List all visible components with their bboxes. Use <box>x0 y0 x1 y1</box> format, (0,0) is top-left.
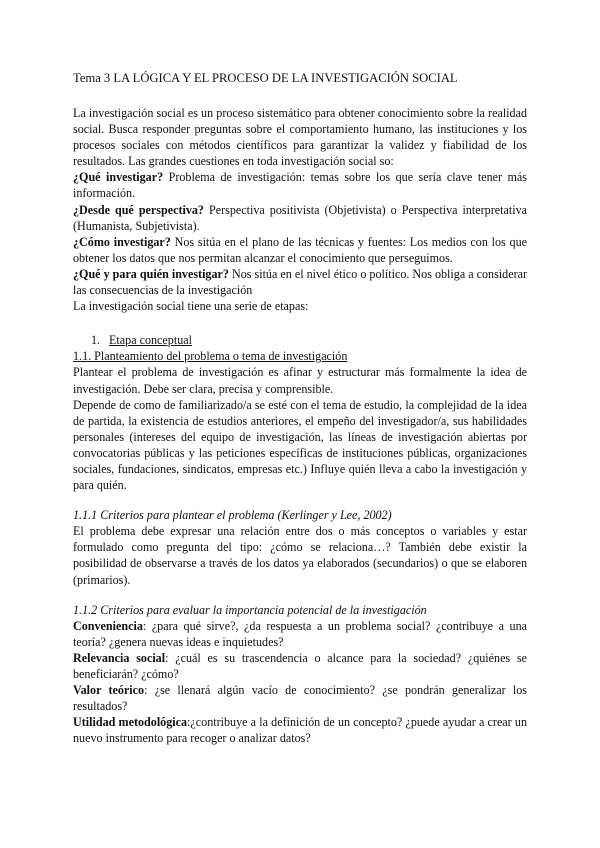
question-text: Nos sitúa en el nivel ético o político. Nos obliga a considerar las consecuencias de la investigación <box>73 266 527 298</box>
criterion-methodological-utility <box>73 714 527 746</box>
criterion-text: : ¿se llenará algún vacío de conocimiento? ¿se pondrán generalizar los resultados? <box>73 683 527 714</box>
criterion-convenience <box>73 618 527 650</box>
criterion-term: Valor teórico <box>73 683 145 698</box>
intro-paragraph: La investigación social es un proceso sistemático para obtener conocimiento sobre la realidad social. Busca responder preguntas sobre el comportamiento humano, las instituciones y los procesos sociales con métodos científicos para garantizar la validez y fiabilidad de los resultados. Las grandes cuestiones en toda investigación social so: <box>73 106 527 169</box>
section-1-1-1-paragraph: El problema debe expresar una relación entre dos o más conceptos o variables y estar formulado como pregunta del tipo: ¿cómo se relaciona…? También debe existir la posibilidad de observarse a través de los datos ya elaborados (secundarios) o que se elaboren (primarios). <box>73 524 527 587</box>
stage-1-label: Etapa conceptual <box>109 333 192 348</box>
section-1-1-paragraph-2: Depende de como de familiarizado/a se esté con el tema de estudio, la complejidad de la idea de partida, la existencia de estudios anteriores, el empeño del investigador/a, sus habilidades personales (intereses del equipo de investigación, las líneas de investigación abiertas por convocatorias públicas y las peticiones específicas de instituciones públicas, organizaciones sociales, fundaciones, sindicatos, empresas etc.) Influye quién lleva a cabo la investigación y para quién. <box>73 397 527 493</box>
question-what <box>73 169 527 201</box>
section-1-1-heading: 1.1. Planteamiento del problema o tema de investigación <box>73 349 348 364</box>
criterion-term: Relevancia social <box>73 650 166 665</box>
question-perspective <box>73 202 527 234</box>
stage-1-item <box>73 332 527 348</box>
question-term: ¿Desde qué perspectiva? <box>73 202 204 217</box>
stages-intro: La investigación social tiene una serie de etapas: <box>73 299 309 314</box>
spacer <box>73 314 527 332</box>
criterion-text: : ¿cuál es su trascendencia o alcance para la sociedad? ¿quiénes se beneficiarán? ¿cómo? <box>73 650 527 681</box>
criterion-text: : ¿para qué sirve?, ¿da respuesta a un problema social? ¿contribuye a una teoría? ¿genera nuevas ideas e inquietudes? <box>73 618 527 649</box>
question-text: Perspectiva positivista (Objetivista) o Perspectiva interpretativa (Humanista, Subjetivista). <box>73 202 527 233</box>
section-1-1-1-heading: 1.1.1 Criterios para plantear el problema (Kerlinger y Lee, 2002) <box>73 508 392 523</box>
criterion-theoretical-value <box>73 682 527 714</box>
document-title: Tema 3 LA LÓGICA Y EL PROCESO DE LA INVESTIGACIÓN SOCIAL <box>73 71 458 85</box>
section-1-1-paragraph-1: Plantear el problema de investigación es afinar y estructurar más formalmente la idea de investigación. Debe ser clara, precisa y comprensible. <box>73 365 527 396</box>
question-how <box>73 234 527 266</box>
criterion-term: Utilidad metodológica <box>73 715 188 730</box>
question-text: Problema de investigación: temas sobre los que sería clave tener más información. <box>73 170 527 201</box>
question-term: ¿Cómo investigar? <box>73 234 171 249</box>
section-1-1-2-heading: 1.1.2 Criterios para evaluar la importancia potencial de la investigación <box>73 602 427 617</box>
list-number: 1. <box>91 333 101 348</box>
criterion-term: Conveniencia <box>73 618 143 633</box>
criterion-social-relevance <box>73 650 527 682</box>
question-text: Nos sitúa en el plano de las técnicas y fuentes: Los medios con los que obtener los datos que nos permitan alcanzar el conocimiento que perseguimos. <box>73 234 527 265</box>
question-for-whom <box>73 266 527 298</box>
criterion-text: :¿contribuye a la definición de un concepto? ¿puede ayudar a crear un nuevo instrumento para recoger o analizar datos? <box>73 715 527 746</box>
question-term: ¿Qué y para quién investigar? <box>73 266 229 281</box>
question-term: ¿Qué investigar? <box>73 170 164 185</box>
